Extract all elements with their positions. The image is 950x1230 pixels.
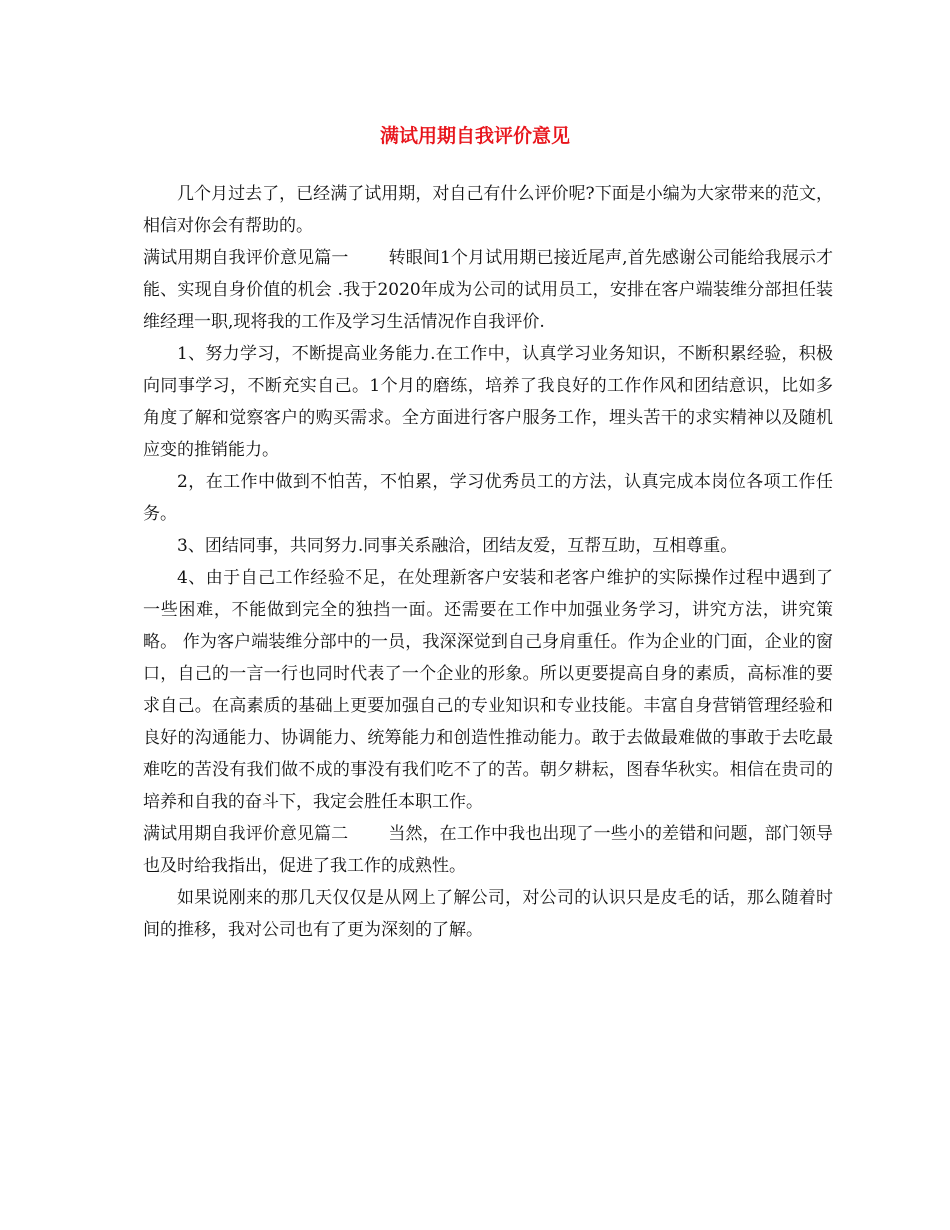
section2-heading: 满试用期自我评价意见篇二 (143, 824, 349, 844)
intro-paragraph: 几个月过去了，已经满了试用期，对自己有什么评价呢?下面是小编为大家带来的范文，相信对你会有帮助的。 (143, 184, 833, 236)
item4-paragraph: 4、由于自己工作经验不足，在处理新客户安装和老客户维护的实际操作过程中遇到了一些困难，不能做到完全的独挡一面。还需要在工作中加强业务学习，讲究方法，讲究策略。 作为客户端装维分部中的一员，我深深觉到自己身肩重任。作为企业的门面，企业的窗口，自己的一言一行也同时代表了一个企业的形象。所以更要提高自身的素质，高标准的要求自己。在高素质的基础上更要加强自己的专业知识和专业技能。丰富自身营销管理经验和良好的沟通能力、协调能力、统筹能力和创造性推动能力。敢于去做最难做的事敢于去吃最难吃的苦没有我们做不成的事没有我们吃不了的苦。朝夕耕耘，图春华秋实。相信在贵司的培养和自我的奋斗下，我定会胜任本职工作。 (143, 568, 833, 812)
section1-paragraph (143, 242, 833, 338)
section1-heading: 满试用期自我评价意见篇一 (143, 248, 349, 268)
section2-paragraph (143, 818, 833, 882)
section2-opening: 当然，在工作中我也出现了一些小的差错和问题，部门领导也及时给我指出，促进了我工作的成熟性。 (143, 824, 834, 876)
item2-paragraph: 2，在工作中做到不怕苦，不怕累，学习优秀员工的方法，认真完成本岗位各项工作任务。 (143, 472, 833, 524)
document-title: 满试用期自我评价意见 (379, 125, 570, 147)
closing-paragraph: 如果说刚来的那几天仅仅是从网上了解公司，对公司的认识只是皮毛的话，那么随着时间的推移，我对公司也有了更为深刻的了解。 (143, 888, 833, 940)
document-body (143, 178, 833, 946)
item1-paragraph: 1、努力学习，不断提高业务能力.在工作中，认真学习业务知识，不断积累经验，积极向同事学习，不断充实自己。1个月的磨练，培养了我良好的工作作风和团结意识，比如多角度了解和觉察客户的购买需求。全方面进行客户服务工作，埋头苦干的求实精神以及随机应变的推销能力。 (143, 344, 833, 460)
item3-paragraph: 3、团结同事，共同努力.同事关系融洽，团结友爱，互帮互助，互相尊重。 (177, 536, 738, 556)
section1-opening: 转眼间1个月试用期已接近尾声,首先感谢公司能给我展示才能、实现自身价值的机会 .我于2020年成为公司的试用员工，安排在客户端装维分部担任装维经理一职,现将我的工作及学习生活情况作自我评价. (143, 248, 834, 332)
